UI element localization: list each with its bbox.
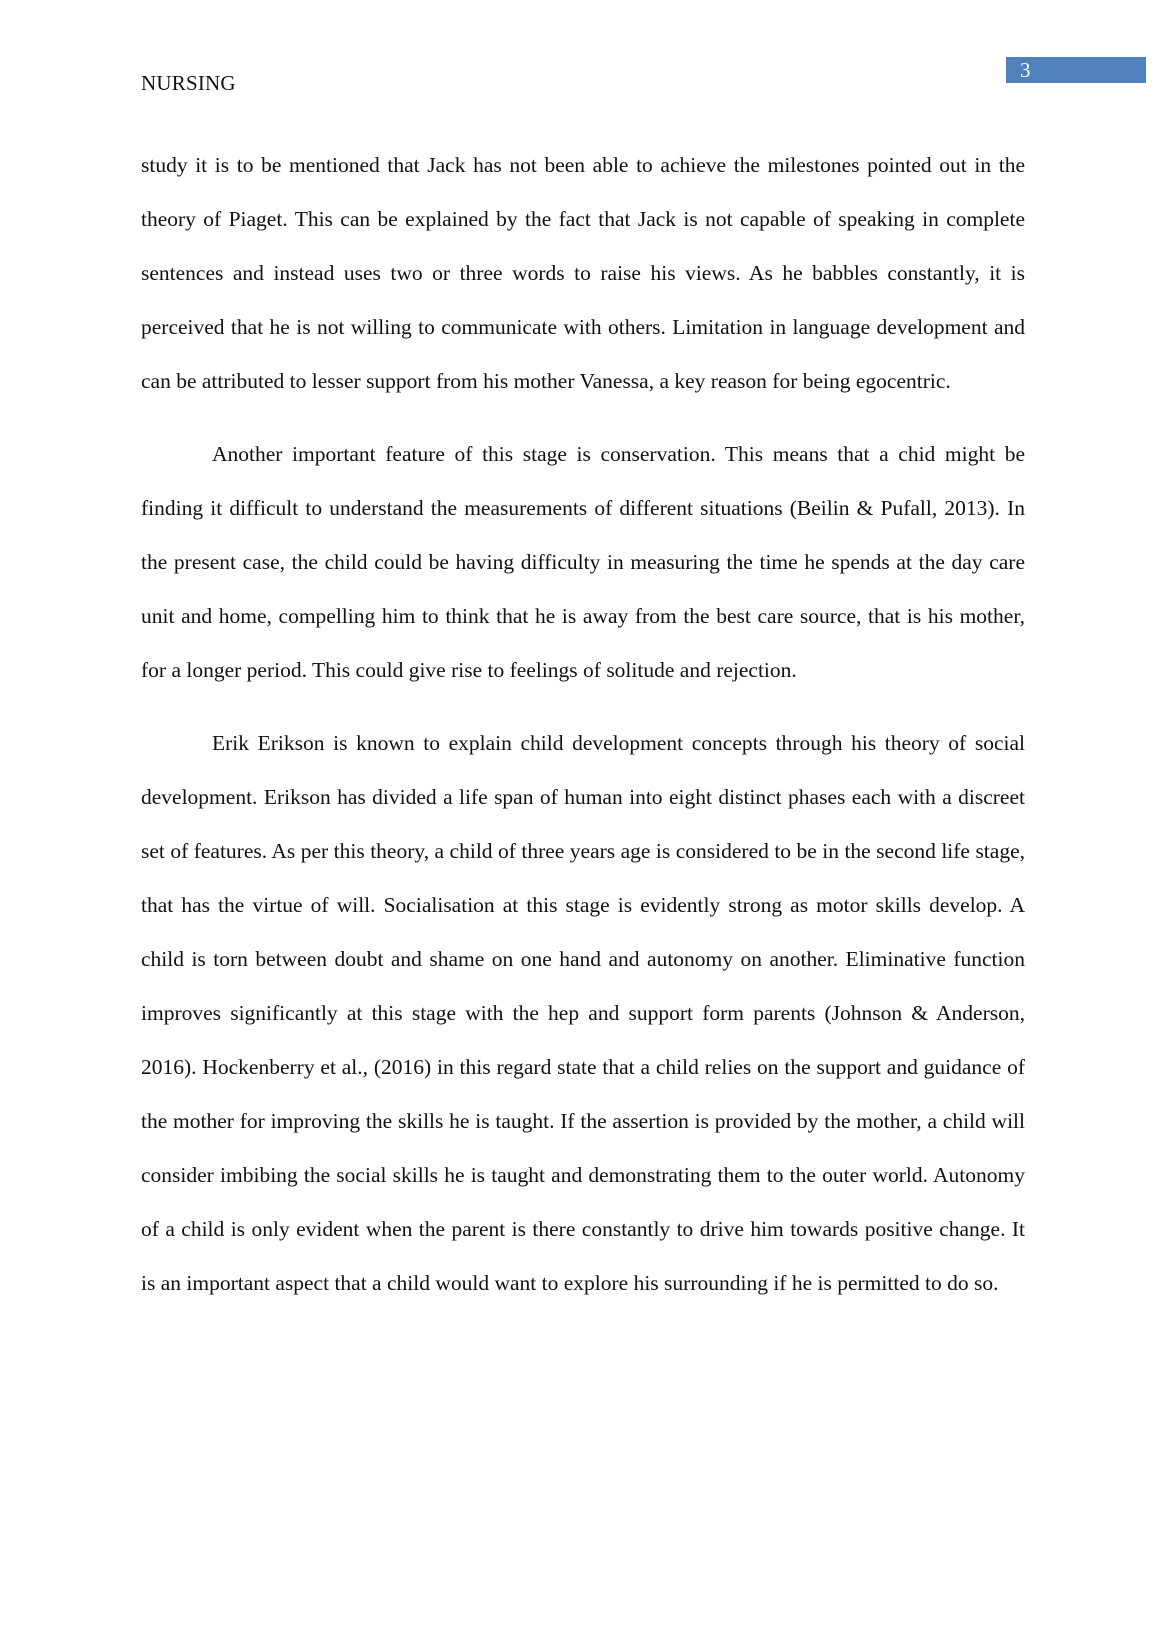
paragraph-continuation: study it is to be mentioned that Jack has not been able to achieve the milestones pointed out in the theory of Piaget. This can be explained by the fact that Jack is not capable of speaking in complete sentences and instead uses two or three words to raise his views. As he babbles constantly, it is perceived that he is not willing to communicate with others. Limitation in language development and can be attributed to lesser support from his mother Vanessa, a key reason for being egocentric. <box>141 153 1025 393</box>
paragraph-erikson: Erik Erikson is known to explain child development concepts through his theory of social development. Erikson has divided a life span of human into eight distinct phases each with a discreet set of features. As per this theory, a child of three years age is considered to be in the second life stage, that has the virtue of will. Socialisation at this stage is evidently strong as motor skills develop. A child is torn between doubt and shame on one hand and autonomy on another. Eliminative function improves significantly at this stage with the hep and support form parents (Johnson & Anderson, 2016). Hockenberry et al., (2016) in this regard state that a child relies on the support and guidance of the mother for improving the skills he is taught. If the assertion is provided by the mother, a child will consider imbibing the social skills he is taught and demonstrating them to the outer world. Autonomy of a child is only evident when the parent is there constantly to drive him towards positive change. It is an important aspect that a child would want to explore his surrounding if he is permitted to do so. <box>141 731 1025 1295</box>
document-body <box>141 138 1025 1329</box>
paragraph-conservation: Another important feature of this stage is conservation. This means that a chid might be finding it difficult to understand the measurements of different situations (Beilin & Pufall, 2013). In the present case, the child could be having difficulty in measuring the time he spends at the day care unit and home, compelling him to think that he is away from the best care source, that is his mother, for a longer period. This could give rise to feelings of solitude and rejection. <box>141 442 1025 682</box>
page-number: 3 <box>1006 57 1146 83</box>
running-head: NURSING <box>141 71 236 95</box>
